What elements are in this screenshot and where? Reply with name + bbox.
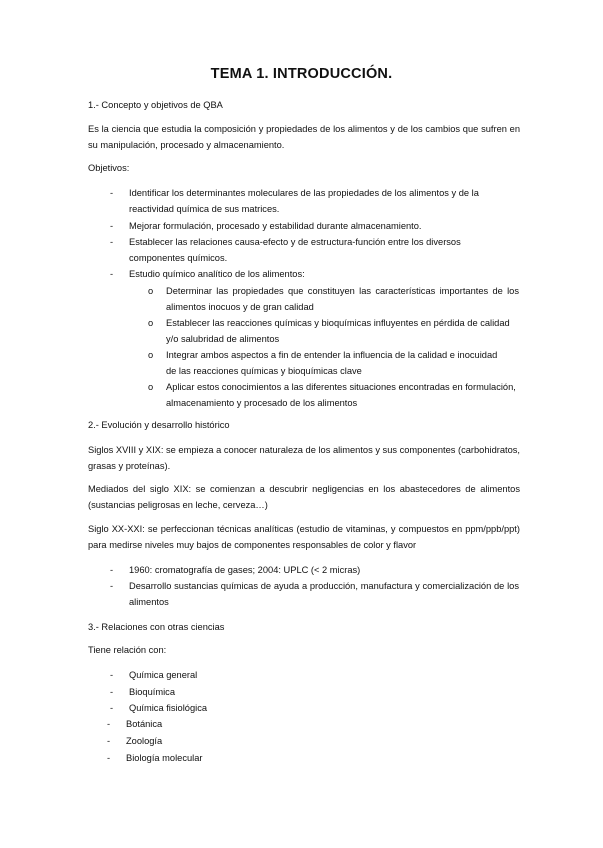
dash-marker: -: [110, 581, 114, 591]
dash-marker: -: [110, 269, 114, 279]
relation-item: Biología molecular: [126, 753, 203, 763]
history-paragraph: Mediados del siglo XIX: se comienzan a descubrir negligencias en los abastecedores de alimentos (sustancias peligrosas en leche, cerveza…): [88, 484, 520, 510]
definition-paragraph: Es la ciencia que estudia la composición y propiedades de los alimentos y de los cambios que sufren en su manipulación, procesado y almacenamiento.: [88, 124, 520, 150]
objective-item: Estudio químico analítico de los alimentos:: [129, 269, 305, 279]
dash-marker: -: [110, 221, 114, 231]
subobjective-item: Integrar ambos aspectos a fin de entender la influencia de la calidad e inocuidad de las reacciones químicas y bioquímicas clave: [166, 350, 498, 376]
history-bullet: 1960: cromatografía de gases; 2004: UPLC (< 2 micras): [129, 565, 361, 575]
dash-marker: -: [107, 736, 111, 746]
circle-marker: o: [148, 318, 154, 328]
subobjective-item: Determinar las propiedades que constituyen las características importantes de los alimentos inocuos y de gran calidad: [166, 286, 519, 312]
dash-marker: -: [110, 188, 114, 198]
objective-item: Mejorar formulación, procesado y estabilidad durante almacenamiento.: [129, 221, 422, 231]
history-bullet: Desarrollo sustancias químicas de ayuda a producción, manufactura y comercialización de los alimentos: [129, 581, 519, 607]
objectives-label: Objetivos:: [88, 163, 130, 173]
circle-marker: o: [148, 382, 154, 392]
dash-marker: -: [110, 670, 114, 680]
circle-marker: o: [148, 350, 154, 360]
dash-marker: -: [110, 687, 114, 697]
relation-label: Tiene relación con:: [88, 645, 167, 655]
dash-marker: -: [110, 237, 114, 247]
dash-marker: -: [107, 719, 111, 729]
subobjective-item: Aplicar estos conocimientos a las diferentes situaciones encontradas en formulación, almacenamiento y procesado de los alimentos: [166, 382, 516, 408]
relation-item: Botánica: [126, 719, 163, 729]
objective-item: Establecer las relaciones causa-efecto y de estructura-función entre los diversos componentes químicos.: [129, 237, 461, 263]
dash-marker: -: [107, 753, 111, 763]
history-paragraph: Siglo XX-XXI: se perfeccionan técnicas analíticas (estudio de vitaminas, y compuestos en ppm/ppb/ppt) para medirse niveles muy bajos de componentes responsables de color y flavor: [88, 524, 520, 550]
relation-item: Zoología: [126, 736, 163, 746]
relation-item: Química general: [129, 670, 198, 680]
page-title: TEMA 1. INTRODUCCIÓN.: [210, 66, 393, 82]
section-2-heading: 2.- Evolución y desarrollo histórico: [88, 420, 230, 430]
history-paragraph: Siglos XVIII y XIX: se empieza a conocer naturaleza de los alimentos y sus componentes (carbohidratos, grasas y proteínas).: [88, 445, 521, 471]
section-1-heading: 1.- Concepto y objetivos de QBA: [88, 100, 223, 110]
circle-marker: o: [148, 286, 154, 296]
objective-item: Identificar los determinantes moleculares de las propiedades de los alimentos y de la reactividad química de sus matrices.: [129, 188, 479, 214]
subobjective-item: Establecer las reacciones químicas y bioquímicas influyentes en pérdida de calidad y/o salubridad de alimentos: [166, 318, 510, 344]
dash-marker: -: [110, 703, 114, 713]
dash-marker: -: [110, 565, 114, 575]
relation-item: Química fisiológica: [129, 703, 208, 713]
relation-item: Bioquímica: [129, 687, 175, 697]
section-3-heading: 3.- Relaciones con otras ciencias: [88, 622, 225, 632]
